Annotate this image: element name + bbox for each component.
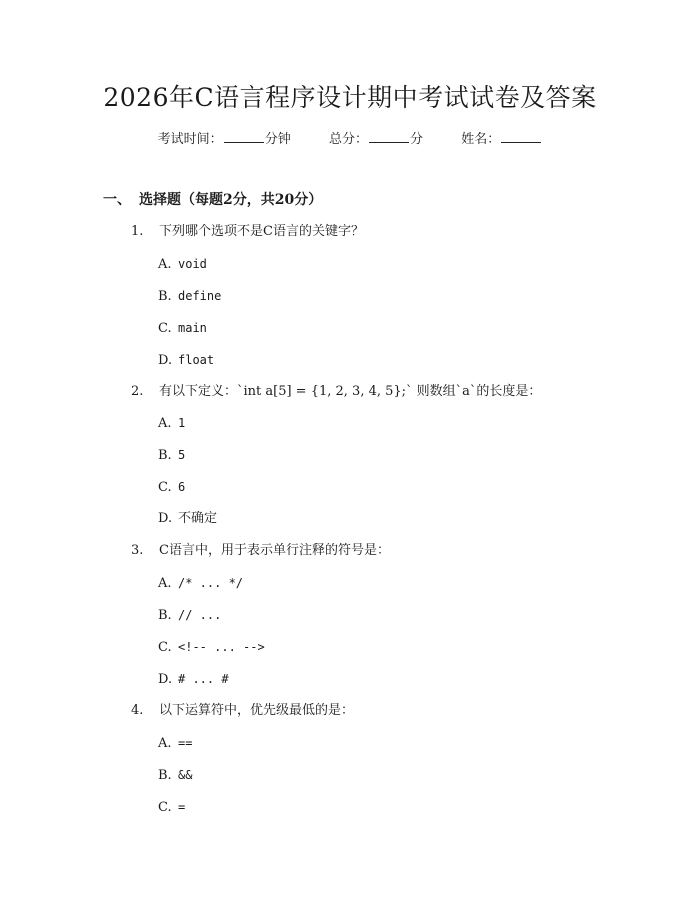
option-1d: [158, 350, 214, 371]
exam-meta-line: [0, 130, 700, 150]
option-label: A.: [158, 416, 172, 431]
time-unit: 分钟: [264, 132, 291, 147]
question-text: 下列哪个选项不是C语言的关键字？: [159, 224, 364, 239]
question-text: 以下运算符中，优先级最低的是：: [159, 703, 355, 718]
option-4b: [158, 765, 192, 786]
time-label: 考试时间：: [157, 132, 223, 147]
section-number: 一、: [103, 192, 131, 208]
option-1b: [158, 286, 221, 307]
option-text: ==: [178, 736, 193, 750]
option-label: A.: [158, 736, 172, 751]
time-blank: [224, 130, 264, 143]
question-3: [131, 541, 390, 561]
option-2d: [158, 509, 217, 529]
document-title: 2026年C语言程序设计期中考试试卷及答案: [103, 83, 597, 112]
name-blank: [501, 130, 541, 143]
option-label: D.: [158, 672, 173, 687]
option-label: B.: [158, 768, 172, 783]
option-3a: [158, 573, 243, 594]
question-number: 3.: [131, 543, 144, 558]
option-2c: [158, 477, 185, 498]
score-unit: 分: [410, 132, 424, 147]
question-number: 1.: [131, 224, 144, 239]
option-label: C.: [158, 480, 172, 495]
option-3c: [158, 637, 265, 658]
option-label: C.: [158, 800, 172, 815]
score-blank: [369, 130, 409, 143]
option-2b: [158, 445, 185, 466]
option-label: C.: [158, 321, 172, 336]
option-text: // ...: [178, 608, 222, 622]
option-label: B.: [158, 448, 172, 463]
option-text: =: [178, 800, 186, 814]
option-text: 不确定: [178, 511, 218, 526]
option-4a: [158, 733, 192, 754]
option-text: 5: [178, 448, 186, 462]
question-4: [131, 701, 354, 721]
option-label: A.: [158, 576, 172, 591]
option-1a: [158, 254, 207, 275]
question-text: C语言中，用于表示单行注释的符号是：: [159, 543, 390, 558]
option-text: 6: [178, 480, 186, 494]
question-number: 4.: [131, 703, 144, 718]
option-label: B.: [158, 289, 172, 304]
option-label: A.: [158, 257, 172, 272]
option-3d: [158, 669, 229, 690]
option-label: D.: [158, 511, 173, 526]
question-2: [131, 382, 541, 402]
option-2a: [158, 413, 185, 434]
question-number: 2.: [131, 384, 144, 399]
option-text: define: [178, 289, 222, 303]
question-text: 有以下定义：`int a[5] = {1, 2, 3, 4, 5};` 则数组`a`的长度是：: [159, 384, 542, 399]
option-text: # ... #: [178, 672, 229, 686]
option-3b: [158, 605, 221, 626]
name-label: 姓名：: [461, 132, 501, 147]
question-1: [131, 222, 364, 242]
option-label: D.: [158, 353, 173, 368]
section-title: 选择题（每题2分，共20分）: [139, 192, 323, 208]
option-1c: [158, 318, 207, 339]
option-text: <!-- ... -->: [178, 640, 265, 654]
option-text: void: [178, 257, 207, 271]
option-label: C.: [158, 640, 172, 655]
option-text: &&: [178, 768, 193, 782]
option-text: /* ... */: [178, 576, 244, 590]
section-heading: [103, 190, 322, 210]
option-text: float: [178, 353, 215, 367]
option-4c: [158, 797, 185, 818]
score-label: 总分：: [328, 132, 368, 147]
option-text: main: [178, 321, 207, 335]
option-label: B.: [158, 608, 172, 623]
option-text: 1: [178, 416, 186, 430]
